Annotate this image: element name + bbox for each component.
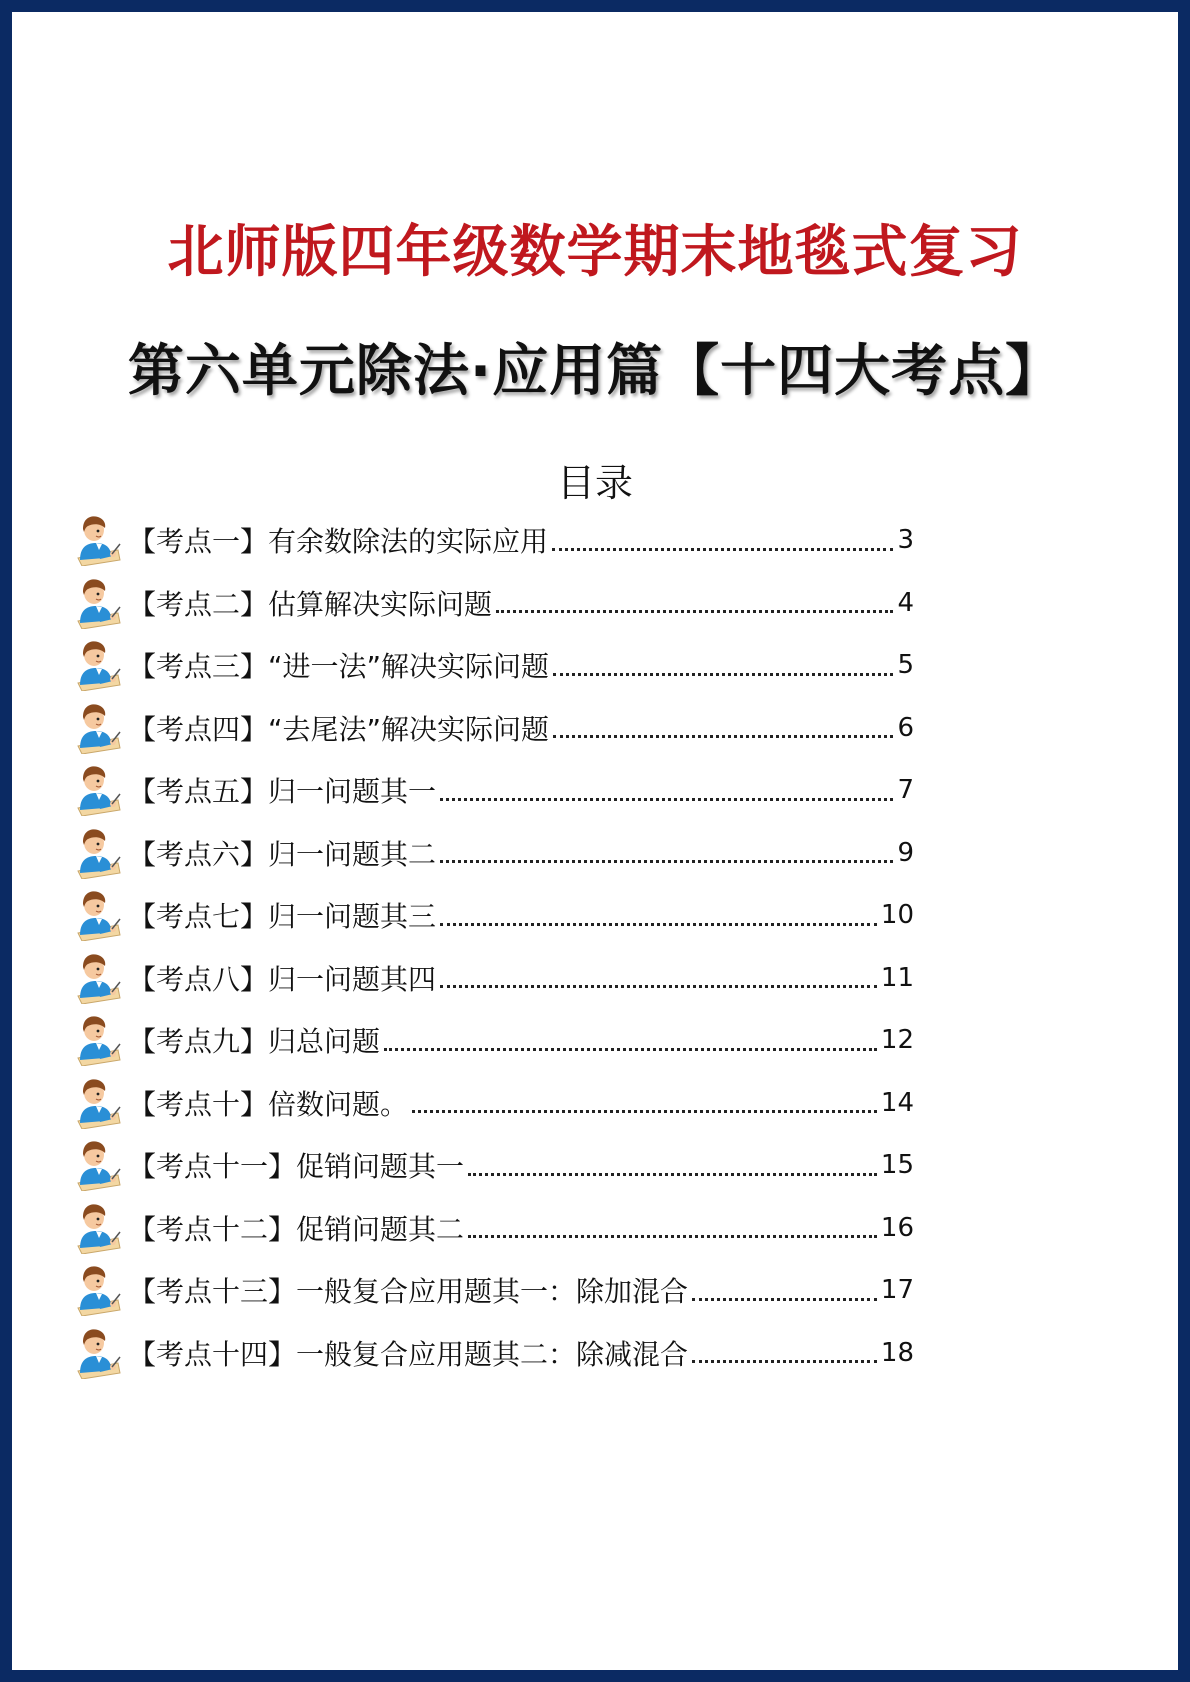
table-of-contents — [74, 509, 914, 1384]
toc-entry-label: 【考点十三】一般复合应用题其一：除加混合 — [128, 1275, 689, 1309]
toc-entry-label: 【考点二】估算解决实际问题 — [128, 587, 493, 621]
toc-entry-label: 【考点十一】促销问题其一 — [128, 1150, 465, 1184]
toc-entry[interactable] — [74, 1134, 914, 1197]
dot-leader — [440, 985, 877, 988]
toc-heading: 目录 — [556, 461, 633, 505]
student-writing-icon — [74, 577, 122, 629]
student-writing-icon — [74, 1202, 122, 1254]
toc-page-number: 17 — [880, 1275, 914, 1306]
document-subtitle: 第六单元除法·应用篇【十四大考点】 — [127, 339, 1063, 404]
toc-entry[interactable] — [74, 1322, 914, 1385]
toc-entry-label: 【考点七】归一问题其三 — [128, 900, 437, 934]
toc-entry-label: 【考点九】归总问题 — [128, 1025, 381, 1059]
toc-entry[interactable] — [74, 697, 914, 760]
toc-page-number: 12 — [880, 1025, 914, 1056]
student-writing-icon — [74, 514, 122, 566]
toc-entry[interactable] — [74, 884, 914, 947]
toc-entry-label: 【考点十四】一般复合应用题其二：除减混合 — [128, 1337, 689, 1371]
dot-leader — [440, 798, 893, 801]
toc-page-number: 4 — [897, 587, 914, 618]
toc-page-number: 10 — [880, 900, 914, 931]
toc-entry[interactable] — [74, 572, 914, 635]
toc-entry[interactable] — [74, 947, 914, 1010]
toc-page-number: 5 — [897, 650, 914, 681]
dot-leader — [553, 673, 893, 676]
toc-page-number: 14 — [880, 1087, 914, 1118]
toc-page-number: 3 — [897, 525, 914, 556]
toc-entry[interactable] — [74, 759, 914, 822]
student-writing-icon — [74, 639, 122, 691]
toc-entry[interactable] — [74, 1072, 914, 1135]
toc-entry-label: 【考点十二】促销问题其二 — [128, 1212, 465, 1246]
toc-entry[interactable] — [74, 509, 914, 572]
toc-entry-label: 【考点八】归一问题其四 — [128, 962, 437, 996]
toc-page-number: 11 — [880, 962, 914, 993]
toc-page-number: 15 — [880, 1150, 914, 1181]
dot-leader — [412, 1110, 877, 1113]
student-writing-icon — [74, 827, 122, 879]
student-writing-icon — [74, 1264, 122, 1316]
document-title: 北师版四年级数学期末地毯式复习 — [167, 220, 1023, 285]
toc-entry-label: 【考点十】倍数问题。 — [128, 1087, 409, 1121]
document-page — [12, 12, 1178, 1670]
toc-entry[interactable] — [74, 634, 914, 697]
toc-entry[interactable] — [74, 822, 914, 885]
dot-leader — [384, 1048, 877, 1051]
student-writing-icon — [74, 702, 122, 754]
toc-page-number: 18 — [880, 1337, 914, 1368]
toc-entry-label: 【考点一】有余数除法的实际应用 — [128, 525, 549, 559]
dot-leader — [553, 735, 893, 738]
toc-page-number: 16 — [880, 1212, 914, 1243]
dot-leader — [552, 548, 893, 551]
toc-entry[interactable] — [74, 1009, 914, 1072]
student-writing-icon — [74, 764, 122, 816]
toc-entry[interactable] — [74, 1197, 914, 1260]
toc-entry-label: 【考点六】归一问题其二 — [128, 837, 437, 871]
student-writing-icon — [74, 1077, 122, 1129]
dot-leader — [496, 610, 893, 613]
toc-entry-label: 【考点三】“进一法”解决实际问题 — [128, 650, 550, 684]
dot-leader — [440, 860, 893, 863]
student-writing-icon — [74, 952, 122, 1004]
student-writing-icon — [74, 1014, 122, 1066]
dot-leader — [692, 1360, 877, 1363]
toc-page-number: 9 — [897, 837, 914, 868]
student-writing-icon — [74, 1327, 122, 1379]
toc-entry-label: 【考点四】“去尾法”解决实际问题 — [128, 712, 550, 746]
toc-page-number: 7 — [897, 775, 914, 806]
student-writing-icon — [74, 889, 122, 941]
student-writing-icon — [74, 1139, 122, 1191]
dot-leader — [692, 1298, 877, 1301]
dot-leader — [440, 923, 877, 926]
toc-entry-label: 【考点五】归一问题其一 — [128, 775, 437, 809]
dot-leader — [468, 1235, 877, 1238]
toc-entry[interactable] — [74, 1259, 914, 1322]
dot-leader — [468, 1173, 877, 1176]
toc-page-number: 6 — [897, 712, 914, 743]
